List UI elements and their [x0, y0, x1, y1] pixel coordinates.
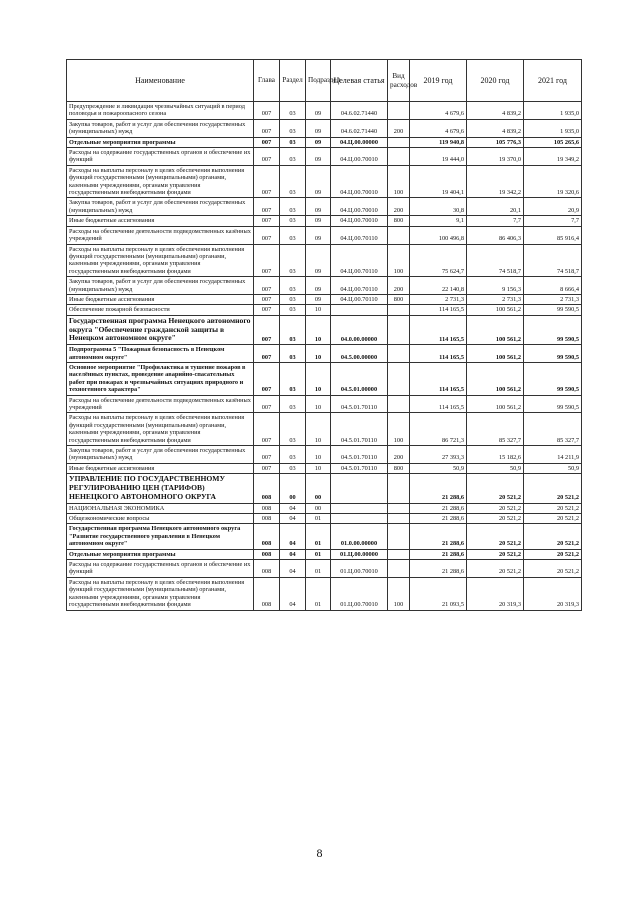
row-podrazdel: 09	[306, 277, 331, 295]
row-podrazdel: 01	[306, 524, 331, 549]
col-header-2019: 2019 год	[410, 60, 467, 102]
row-target	[331, 503, 388, 513]
row-target: 04.6.02.71440	[331, 102, 388, 120]
row-razdel: 04	[280, 514, 306, 524]
col-header-target: Целевая статья	[331, 60, 388, 102]
table-row	[67, 503, 582, 513]
row-podrazdel: 09	[306, 226, 331, 244]
row-podrazdel: 10	[306, 305, 331, 315]
row-2021: 2 731,3	[524, 294, 582, 304]
page-number: 8	[316, 846, 323, 860]
row-2019: 21 288,6	[410, 560, 467, 578]
table-row	[67, 474, 582, 503]
row-2020: 100 561,2	[467, 395, 524, 413]
row-name: Общеэкономические вопросы	[67, 514, 254, 524]
row-vid: 100	[388, 413, 410, 446]
table-row	[67, 446, 582, 464]
row-target: 01.Ц.00.70010	[331, 577, 388, 610]
row-razdel: 03	[280, 165, 306, 198]
table-row	[67, 198, 582, 216]
row-glava: 007	[254, 395, 280, 413]
row-name: Расходы на обеспечение деятельности подведомственных казённых учреждений	[67, 395, 254, 413]
row-target: 04.Ц.00.70110	[331, 226, 388, 244]
row-name: Расходы на содержание государственных органов и обеспечение их функций	[67, 560, 254, 578]
row-target: 04.0.00.00000	[331, 315, 388, 344]
row-vid: 200	[388, 277, 410, 295]
row-2021: 20,9	[524, 198, 582, 216]
row-2019: 114 165,5	[410, 395, 467, 413]
row-vid	[388, 137, 410, 147]
row-vid	[388, 102, 410, 120]
row-glava: 007	[254, 446, 280, 464]
row-2021: 20 521,2	[524, 549, 582, 559]
row-name: Государственная программа Ненецкого автономного округа "Обеспечение гражданской защиты в Ненецком автономном округе"	[67, 315, 254, 344]
row-2021: 20 319,3	[524, 577, 582, 610]
table-row	[67, 463, 582, 473]
row-2019: 119 940,8	[410, 137, 467, 147]
row-2019: 75 624,7	[410, 244, 467, 277]
row-podrazdel: 10	[306, 446, 331, 464]
table-row	[67, 560, 582, 578]
row-2021: 85 327,7	[524, 413, 582, 446]
row-podrazdel: 09	[306, 244, 331, 277]
row-razdel: 03	[280, 244, 306, 277]
row-2020: 50,9	[467, 463, 524, 473]
row-name: Отдельные мероприятия программы	[67, 549, 254, 559]
table-row	[67, 148, 582, 166]
row-2020: 4 839,2	[467, 102, 524, 120]
budget-table	[66, 59, 582, 611]
row-podrazdel: 01	[306, 514, 331, 524]
row-2020: 20 521,2	[467, 503, 524, 513]
row-2021: 8 666,4	[524, 277, 582, 295]
row-vid: 800	[388, 216, 410, 226]
row-2019: 114 165,5	[410, 362, 467, 395]
row-target: 04.Ц.00.70110	[331, 277, 388, 295]
row-name: Иные бюджетные ассигнования	[67, 463, 254, 473]
table-row	[67, 577, 582, 610]
row-2020: 100 561,2	[467, 315, 524, 344]
row-glava: 007	[254, 294, 280, 304]
row-2020: 15 182,6	[467, 446, 524, 464]
row-podrazdel: 10	[306, 395, 331, 413]
row-2020: 20 521,2	[467, 560, 524, 578]
row-name: Иные бюджетные ассигнования	[67, 294, 254, 304]
row-2021: 99 590,5	[524, 345, 582, 363]
row-vid	[388, 305, 410, 315]
row-2019: 100 496,8	[410, 226, 467, 244]
col-header-2021: 2021 год	[524, 60, 582, 102]
row-vid	[388, 549, 410, 559]
row-name: Расходы на выплаты персоналу в целях обеспечения выполнения функций государственными (муниципальными) органами, казенными учреждениями, органами управления государственными внебюджетными фондами	[67, 413, 254, 446]
row-2021: 20 521,2	[524, 524, 582, 549]
row-2019: 27 393,3	[410, 446, 467, 464]
table-row	[67, 277, 582, 295]
row-target: 04.Ц.00.70010	[331, 165, 388, 198]
row-2020: 19 342,2	[467, 165, 524, 198]
col-header-name: Наименование	[67, 60, 254, 102]
table-row	[67, 119, 582, 137]
row-razdel: 03	[280, 345, 306, 363]
row-razdel: 03	[280, 294, 306, 304]
row-razdel: 03	[280, 226, 306, 244]
row-target: 04.Ц.00.70110	[331, 294, 388, 304]
row-2019: 4 679,6	[410, 102, 467, 120]
row-2021: 1 935,0	[524, 119, 582, 137]
row-razdel: 03	[280, 102, 306, 120]
row-vid	[388, 226, 410, 244]
col-header-2020: 2020 год	[467, 60, 524, 102]
row-2019: 21 288,6	[410, 549, 467, 559]
row-2020: 20,1	[467, 198, 524, 216]
row-2020: 4 839,2	[467, 119, 524, 137]
row-2020: 20 521,2	[467, 514, 524, 524]
row-vid: 100	[388, 577, 410, 610]
row-2021: 1 935,0	[524, 102, 582, 120]
row-glava: 008	[254, 514, 280, 524]
row-podrazdel: 10	[306, 315, 331, 344]
row-2020: 20 521,2	[467, 549, 524, 559]
row-razdel: 03	[280, 315, 306, 344]
table-row	[67, 514, 582, 524]
row-podrazdel: 01	[306, 549, 331, 559]
row-2019: 2 731,3	[410, 294, 467, 304]
row-razdel: 04	[280, 577, 306, 610]
row-2020: 20 521,2	[467, 474, 524, 503]
row-2020: 100 561,2	[467, 362, 524, 395]
row-razdel: 03	[280, 463, 306, 473]
row-vid	[388, 503, 410, 513]
row-2019: 114 165,5	[410, 315, 467, 344]
table-row	[67, 216, 582, 226]
row-target: 04.5.01.00000	[331, 362, 388, 395]
row-name: Основное мероприятие "Профилактика и тушение пожаров в населённых пунктах, проведение аварийно-спасательных работ при пожарах и чрезвычайных ситуациях природного и техногенного характера"	[67, 362, 254, 395]
row-target: 04.6.02.71440	[331, 119, 388, 137]
row-target	[331, 305, 388, 315]
table-row	[67, 226, 582, 244]
row-glava: 008	[254, 549, 280, 559]
row-podrazdel: 09	[306, 102, 331, 120]
row-podrazdel: 01	[306, 577, 331, 610]
row-glava: 007	[254, 165, 280, 198]
row-glava: 007	[254, 413, 280, 446]
row-2021: 20 521,2	[524, 514, 582, 524]
row-name: Расходы на выплаты персоналу в целях обеспечения выполнения функций государственными (муниципальными) органами, казенными учреждениями, органами управления государственными внебюджетными фондами	[67, 244, 254, 277]
row-razdel: 04	[280, 549, 306, 559]
table-header-row	[67, 60, 582, 102]
col-header-razdel: Раздел	[280, 60, 306, 102]
row-2021: 7,7	[524, 216, 582, 226]
row-2021: 99 590,5	[524, 315, 582, 344]
row-2021: 85 916,4	[524, 226, 582, 244]
row-glava: 007	[254, 216, 280, 226]
row-vid	[388, 345, 410, 363]
row-2021: 20 521,2	[524, 560, 582, 578]
row-razdel: 03	[280, 148, 306, 166]
row-podrazdel: 09	[306, 137, 331, 147]
row-2021: 99 590,5	[524, 305, 582, 315]
table-row	[67, 395, 582, 413]
row-podrazdel: 00	[306, 503, 331, 513]
row-glava: 008	[254, 503, 280, 513]
table-row	[67, 294, 582, 304]
row-glava: 007	[254, 244, 280, 277]
row-podrazdel: 10	[306, 362, 331, 395]
row-2020: 74 518,7	[467, 244, 524, 277]
col-header-podrazdel: Подраздел	[306, 60, 331, 102]
row-podrazdel: 10	[306, 413, 331, 446]
row-vid	[388, 315, 410, 344]
row-vid	[388, 474, 410, 503]
row-razdel: 00	[280, 474, 306, 503]
row-target: 04.Ц.00.70010	[331, 148, 388, 166]
row-name: Расходы на выплаты персоналу в целях обеспечения выполнения функций государственными (муниципальными) органами, казенными учреждениями, органами управления государственными внебюджетными фондами	[67, 577, 254, 610]
row-2019: 114 165,5	[410, 305, 467, 315]
table-row	[67, 137, 582, 147]
row-name: Обеспечение пожарной безопасности	[67, 305, 254, 315]
row-target: 04.5.01.70110	[331, 395, 388, 413]
row-vid	[388, 362, 410, 395]
row-vid	[388, 514, 410, 524]
row-glava: 007	[254, 277, 280, 295]
row-razdel: 03	[280, 446, 306, 464]
row-glava: 007	[254, 463, 280, 473]
row-2020: 9 156,3	[467, 277, 524, 295]
row-name: Отдельные мероприятия программы	[67, 137, 254, 147]
row-razdel: 03	[280, 413, 306, 446]
row-podrazdel: 09	[306, 148, 331, 166]
row-2020: 100 561,2	[467, 305, 524, 315]
row-name: Закупка товаров, работ и услуг для обеспечения государственных (муниципальных) нужд	[67, 119, 254, 137]
row-razdel: 03	[280, 119, 306, 137]
row-2021: 14 211,9	[524, 446, 582, 464]
table-row	[67, 244, 582, 277]
row-vid	[388, 560, 410, 578]
row-vid: 200	[388, 119, 410, 137]
row-2021: 19 349,2	[524, 148, 582, 166]
row-razdel: 04	[280, 524, 306, 549]
row-target: 04.Ц.00.70010	[331, 198, 388, 216]
row-2021: 50,9	[524, 463, 582, 473]
table-row	[67, 413, 582, 446]
row-2019: 19 444,0	[410, 148, 467, 166]
row-glava: 007	[254, 305, 280, 315]
row-vid	[388, 395, 410, 413]
row-2020: 2 731,3	[467, 294, 524, 304]
row-2020: 86 406,3	[467, 226, 524, 244]
row-glava: 007	[254, 119, 280, 137]
row-2019: 21 288,6	[410, 524, 467, 549]
row-name: УПРАВЛЕНИЕ ПО ГОСУДАРСТВЕННОМУ РЕГУЛИРОВАНИЮ ЦЕН (ТАРИФОВ) НЕНЕЦКОГО АВТОНОМНОГО ОКРУГА	[67, 474, 254, 503]
row-2019: 19 404,1	[410, 165, 467, 198]
row-podrazdel: 01	[306, 560, 331, 578]
row-2021: 20 521,2	[524, 474, 582, 503]
row-podrazdel: 10	[306, 463, 331, 473]
row-razdel: 03	[280, 216, 306, 226]
row-razdel: 04	[280, 560, 306, 578]
row-name: Закупка товаров, работ и услуг для обеспечения государственных (муниципальных) нужд	[67, 446, 254, 464]
row-glava: 007	[254, 102, 280, 120]
row-target: 04.5.01.70110	[331, 463, 388, 473]
row-glava: 007	[254, 198, 280, 216]
row-vid: 100	[388, 244, 410, 277]
row-razdel: 03	[280, 395, 306, 413]
row-razdel: 03	[280, 198, 306, 216]
col-header-vid: Вид расходов	[388, 60, 410, 102]
row-podrazdel: 09	[306, 119, 331, 137]
row-podrazdel: 09	[306, 216, 331, 226]
row-razdel: 03	[280, 277, 306, 295]
row-target: 04.5.00.00000	[331, 345, 388, 363]
table-row	[67, 102, 582, 120]
row-glava: 008	[254, 560, 280, 578]
row-2019: 21 288,6	[410, 514, 467, 524]
row-vid: 800	[388, 294, 410, 304]
row-2021: 105 265,6	[524, 137, 582, 147]
row-podrazdel: 10	[306, 345, 331, 363]
row-glava: 008	[254, 524, 280, 549]
row-razdel: 03	[280, 305, 306, 315]
row-name: Расходы на обеспечение деятельности подведомственных казённых учреждений	[67, 226, 254, 244]
row-2019: 21 288,6	[410, 503, 467, 513]
row-vid	[388, 524, 410, 549]
row-2021: 74 518,7	[524, 244, 582, 277]
row-name: Государственная программа Ненецкого автономного округа "Развитие государственного управления в Ненецком автономном округе"	[67, 524, 254, 549]
row-target	[331, 514, 388, 524]
row-target	[331, 474, 388, 503]
row-glava: 008	[254, 577, 280, 610]
row-2019: 30,8	[410, 198, 467, 216]
row-2019: 86 721,3	[410, 413, 467, 446]
table-row	[67, 549, 582, 559]
row-vid	[388, 148, 410, 166]
row-target: 04.5.01.70110	[331, 446, 388, 464]
row-2020: 85 327,7	[467, 413, 524, 446]
row-target: 04.Ц.00.70010	[331, 216, 388, 226]
table-row	[67, 315, 582, 344]
row-podrazdel: 09	[306, 165, 331, 198]
row-glava: 007	[254, 315, 280, 344]
row-target: 04.Ц.00.00000	[331, 137, 388, 147]
row-name: Подпрограмма 5 "Пожарная безопасность в Ненецком автономном округе"	[67, 345, 254, 363]
row-glava: 007	[254, 362, 280, 395]
row-target: 04.5.01.70110	[331, 413, 388, 446]
row-2019: 21 093,5	[410, 577, 467, 610]
row-2020: 20 521,2	[467, 524, 524, 549]
row-2020: 100 561,2	[467, 345, 524, 363]
row-glava: 007	[254, 226, 280, 244]
row-name: Иные бюджетные ассигнования	[67, 216, 254, 226]
table-row	[67, 165, 582, 198]
row-glava: 008	[254, 474, 280, 503]
row-glava: 007	[254, 345, 280, 363]
row-podrazdel: 09	[306, 294, 331, 304]
row-name: Закупка товаров, работ и услуг для обеспечения государственных (муниципальных) нужд	[67, 277, 254, 295]
row-name: Расходы на выплаты персоналу в целях обеспечения выполнения функций государственными (муниципальными) органами, казенными учреждениями, органами управления государственными внебюджетными фондами	[67, 165, 254, 198]
table-row	[67, 305, 582, 315]
table-body	[67, 102, 582, 611]
row-razdel: 03	[280, 362, 306, 395]
row-2019: 50,9	[410, 463, 467, 473]
col-header-glava: Глава	[254, 60, 280, 102]
row-vid: 100	[388, 165, 410, 198]
row-razdel: 03	[280, 137, 306, 147]
table-row	[67, 524, 582, 549]
row-2020: 7,7	[467, 216, 524, 226]
row-target: 01.Ц.00.00000	[331, 549, 388, 559]
row-name: Расходы на содержание государственных органов и обеспечение их функций	[67, 148, 254, 166]
row-name: НАЦИОНАЛЬНАЯ ЭКОНОМИКА	[67, 503, 254, 513]
row-name: Закупка товаров, работ и услуг для обеспечения государственных (муниципальных) нужд	[67, 198, 254, 216]
row-2021: 20 521,2	[524, 503, 582, 513]
row-target: 01.0.00.00000	[331, 524, 388, 549]
row-vid: 800	[388, 463, 410, 473]
row-glava: 007	[254, 137, 280, 147]
row-2019: 21 288,6	[410, 474, 467, 503]
row-podrazdel: 09	[306, 198, 331, 216]
table-row	[67, 362, 582, 395]
row-podrazdel: 00	[306, 474, 331, 503]
row-vid: 200	[388, 446, 410, 464]
row-name: Предупреждение и ликвидация чрезвычайных ситуаций в период половодья и пожароопасного сезона	[67, 102, 254, 120]
row-2019: 4 679,6	[410, 119, 467, 137]
row-2020: 19 370,0	[467, 148, 524, 166]
row-2021: 19 320,6	[524, 165, 582, 198]
row-2020: 105 776,3	[467, 137, 524, 147]
row-2019: 114 165,5	[410, 345, 467, 363]
row-target: 01.Ц.00.70010	[331, 560, 388, 578]
row-target: 04.Ц.00.70110	[331, 244, 388, 277]
row-2019: 22 140,8	[410, 277, 467, 295]
row-glava: 007	[254, 148, 280, 166]
row-2021: 99 590,5	[524, 362, 582, 395]
row-2020: 20 319,3	[467, 577, 524, 610]
row-2021: 99 590,5	[524, 395, 582, 413]
table-row	[67, 345, 582, 363]
row-razdel: 04	[280, 503, 306, 513]
row-vid: 200	[388, 198, 410, 216]
row-2019: 9,1	[410, 216, 467, 226]
